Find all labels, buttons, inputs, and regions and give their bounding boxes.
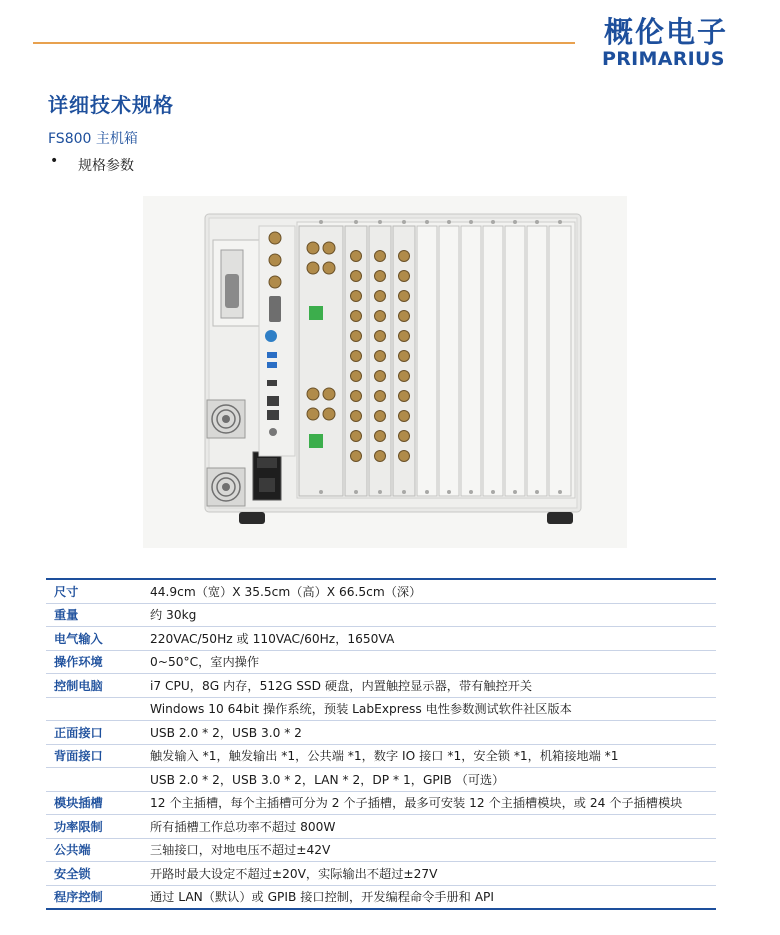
spec-key: 正面接口 bbox=[46, 721, 150, 745]
spec-key: 尺寸 bbox=[46, 579, 150, 603]
header-rule bbox=[33, 42, 575, 44]
spec-value: 触发输入 *1，触发输出 *1，公共端 *1，数字 IO 接口 *1，安全锁 *1，机箱接地端 *1 bbox=[150, 744, 716, 768]
spec-key: 电气输入 bbox=[46, 627, 150, 651]
spec-key: 程序控制 bbox=[46, 885, 150, 909]
spec-row bbox=[46, 697, 716, 721]
spec-value: 开路时最大设定不超过±20V，实际输出不超过±27V bbox=[150, 862, 716, 886]
spec-value: 三轴接口，对地电压不超过±42V bbox=[150, 838, 716, 862]
company-logo bbox=[602, 10, 752, 70]
product-photo bbox=[143, 196, 627, 548]
spec-value: 所有插槽工作总功率不超过 800W bbox=[150, 815, 716, 839]
spec-value: 通过 LAN（默认）或 GPIB 接口控制，开发编程命令手册和 API bbox=[150, 885, 716, 909]
spec-value: USB 2.0 * 2，USB 3.0 * 2 bbox=[150, 721, 716, 745]
spec-key bbox=[46, 768, 150, 792]
spec-row bbox=[46, 579, 716, 603]
bullet-label: 规格参数 bbox=[78, 158, 134, 174]
logo-english-text: PRIMARIUS bbox=[602, 48, 725, 70]
spec-row bbox=[46, 650, 716, 674]
spec-key: 功率限制 bbox=[46, 815, 150, 839]
spec-value: 0~50°C，室内操作 bbox=[150, 650, 716, 674]
spec-row bbox=[46, 603, 716, 627]
spec-key: 公共端 bbox=[46, 838, 150, 862]
spec-row bbox=[46, 627, 716, 651]
spec-value: 220VAC/50Hz 或 110VAC/60Hz，1650VA bbox=[150, 627, 716, 651]
spec-key: 控制电脑 bbox=[46, 674, 150, 698]
spec-value: USB 2.0 * 2，USB 3.0 * 2，LAN * 2，DP * 1，GPIB （可选） bbox=[150, 768, 716, 792]
spec-value: Windows 10 64bit 操作系统，预装 LabExpress 电性参数测试软件社区版本 bbox=[150, 697, 716, 721]
spec-value: 约 30kg bbox=[150, 603, 716, 627]
logo-chinese-text: 概伦电子 bbox=[604, 15, 729, 49]
product-subtitle: FS800 主机箱 bbox=[48, 131, 138, 147]
spec-key: 模块插槽 bbox=[46, 791, 150, 815]
spec-row bbox=[46, 721, 716, 745]
spec-row bbox=[46, 744, 716, 768]
module-slots bbox=[297, 220, 575, 498]
page-title: 详细技术规格 bbox=[48, 93, 174, 117]
chassis-rear-illustration bbox=[143, 196, 627, 548]
spec-row bbox=[46, 674, 716, 698]
spec-row bbox=[46, 815, 716, 839]
spec-row bbox=[46, 862, 716, 886]
bullet-icon: • bbox=[50, 153, 59, 169]
spec-value: i7 CPU，8G 内存，512G SSD 硬盘，内置触控显示器，带有触控开关 bbox=[150, 674, 716, 698]
spec-row bbox=[46, 768, 716, 792]
spec-key: 操作环境 bbox=[46, 650, 150, 674]
fan-top bbox=[207, 400, 245, 438]
spec-key: 重量 bbox=[46, 603, 150, 627]
spec-row bbox=[46, 838, 716, 862]
spec-value: 12 个主插槽，每个主插槽可分为 2 个子插槽，最多可安装 12 个主插槽模块，或 24 个子插槽模块 bbox=[150, 791, 716, 815]
spec-row bbox=[46, 791, 716, 815]
spec-key bbox=[46, 697, 150, 721]
spec-row bbox=[46, 885, 716, 909]
fan-bottom bbox=[207, 468, 245, 506]
spec-table bbox=[46, 578, 716, 910]
spec-key: 安全锁 bbox=[46, 862, 150, 886]
spec-value: 44.9cm（宽）X 35.5cm（高）X 66.5cm（深） bbox=[150, 579, 716, 603]
spec-key: 背面接口 bbox=[46, 744, 150, 768]
